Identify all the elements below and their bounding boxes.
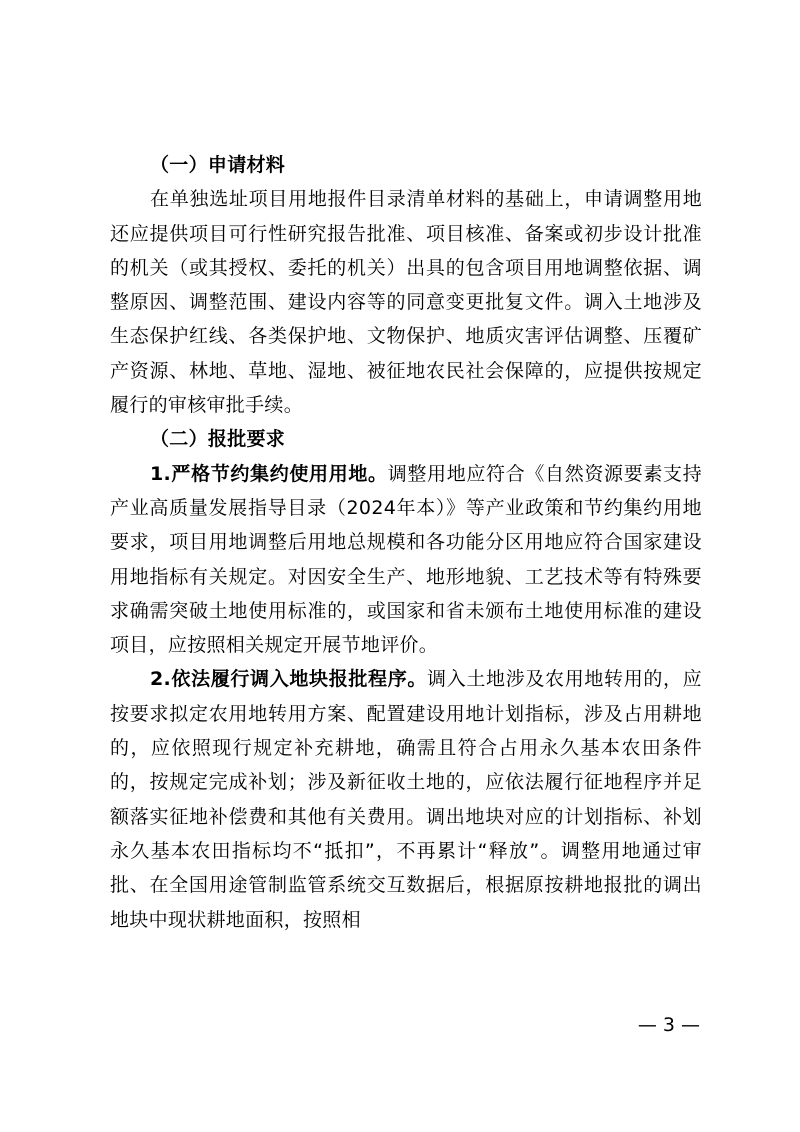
item-1-lead: 1.严格节约集约使用用地。 [150, 462, 388, 485]
item-2-text: 调入土地涉及农用地转用的，应按要求拟定农用地转用方案、配置建设用地计划指标，涉及占用耕地的，应依照现行规定补充耕地，确需且符合占用永久基本农田条件的，按规定完成补划；涉及新征收土地的，应依法履行征地程序并足额落实征地补偿费和其他有关费用。调出地块对应的计划指标、补划永久基本农田指标均不“抵扣”，不再累计“释放”。调整用地通过审批、在全国用途管制监管系统交互数据后，根据原按耕地报批的调出地块中现状耕地面积，按照相 [110, 668, 702, 931]
page-number: — 3 — [637, 1014, 700, 1036]
item-1-text: 调整用地应符合《自然资源要素支持产业高质量发展指导目录（2024年本）》等产业政策和节约集约用地要求，项目用地调整后用地总规模和各功能分区用地应符合国家建设用地指标有关规定。对因安全生产、地形地貌、工艺技术等有特殊要求确需突破土地使用标准的，或国家和省未颁布土地使用标准的建设项目，应按照相关规定开展节地评价。 [110, 462, 702, 657]
document-body [110, 148, 702, 937]
section-heading-approval-requirements: （二）报批要求 [150, 428, 286, 451]
paragraph-item-1 [110, 457, 702, 663]
section-heading-application-materials: （一）申请材料 [150, 154, 286, 176]
paragraph-application-materials: 在单独选址项目用地报件目录清单材料的基础上，申请调整用地还应提供项目可行性研究报告批准、项目核准、备案或初步设计批准的机关（或其授权、委托的机关）出具的包含项目用地调整依据、调整原因、调整范围、建设内容等的同意变更批复文件。调入土地涉及生态保护红线、各类保护地、文物保护、地质灾害评估调整、压覆矿产资源、林地、草地、湿地、被征地农民社会保障的，应提供按规定履行的审核审批手续。 [110, 188, 702, 417]
paragraph-item-2 [110, 662, 702, 936]
item-2-lead: 2.依法履行调入地块报批程序。 [150, 668, 428, 691]
